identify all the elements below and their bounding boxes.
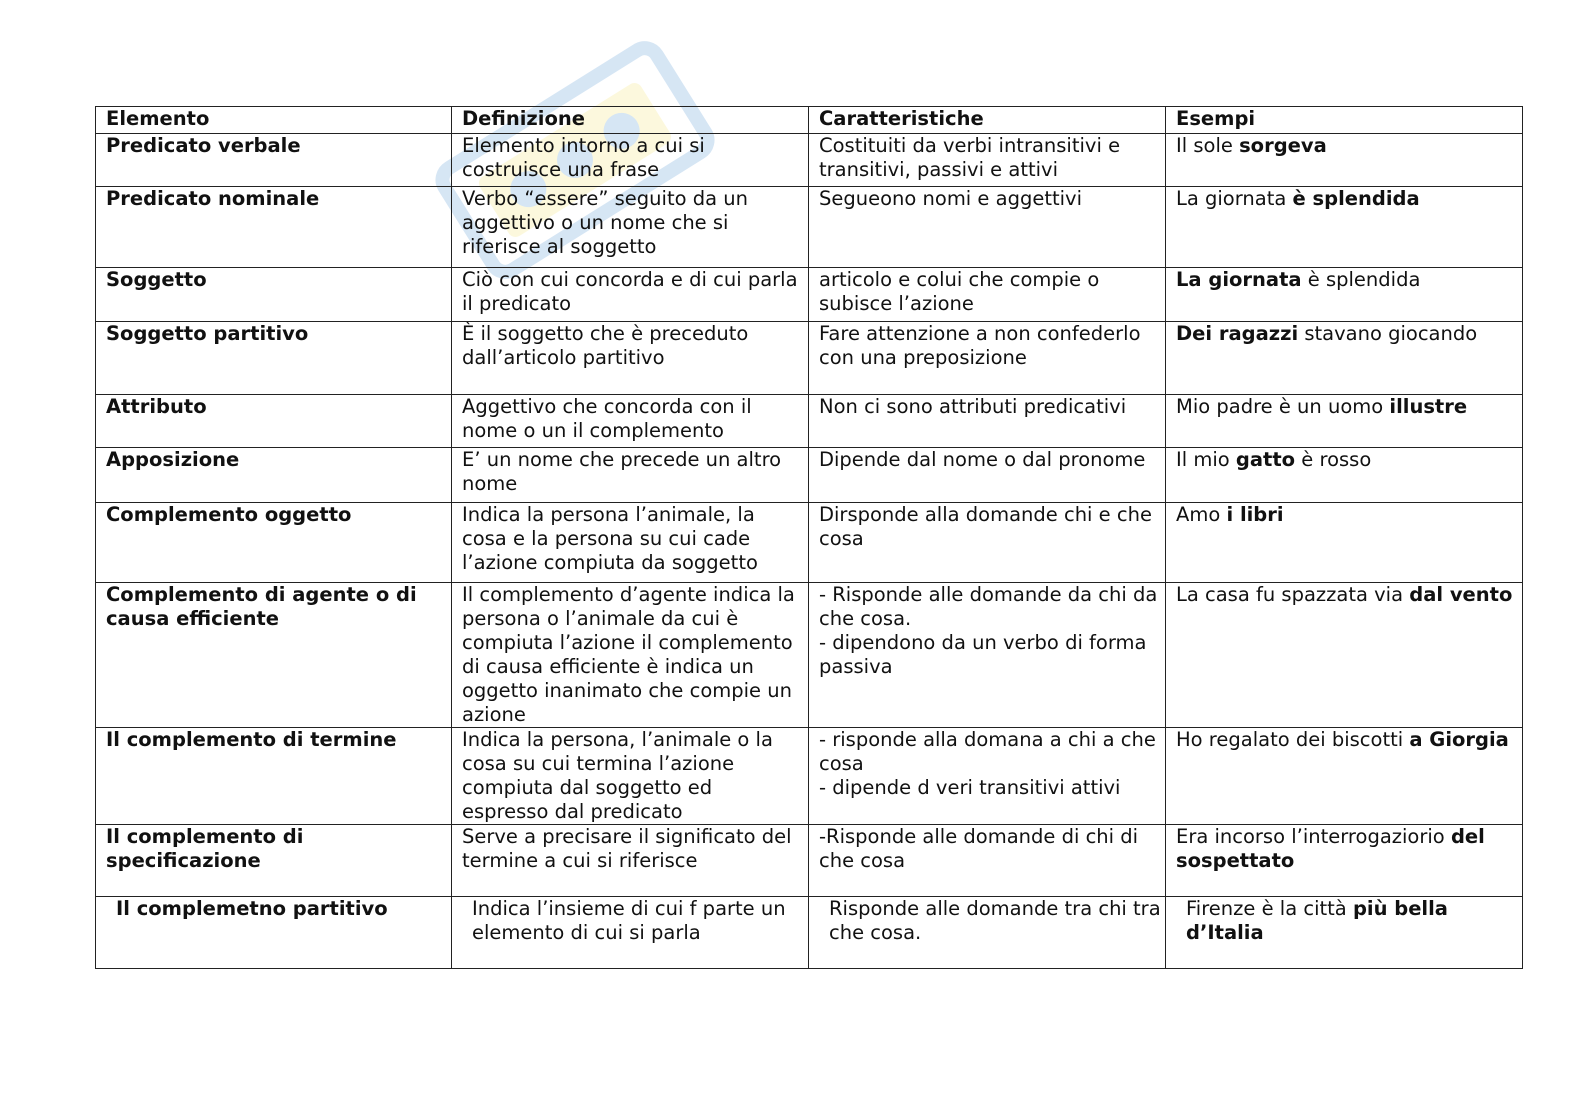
cell-caratteristiche: - Risponde alle domande da chi da che cosa. - dipendono da un verbo di forma passiva	[809, 583, 1166, 728]
example-highlight: a Giorgia	[1409, 728, 1509, 751]
cell-esempio	[1166, 395, 1523, 448]
example-text: Il sole	[1176, 134, 1240, 157]
cell-esempio	[1166, 187, 1523, 268]
cell-definizione: Indica la persona, l’animale o la cosa su cui termina l’azione compiuta dal soggetto ed espresso dal predicato	[452, 728, 809, 825]
cell-caratteristiche: Fare attenzione a non confederlo con una preposizione	[809, 322, 1166, 395]
cell-elemento: Attributo	[96, 395, 452, 448]
example-highlight: i libri	[1226, 503, 1284, 526]
example-text: Ho regalato dei biscotti	[1176, 728, 1410, 751]
cell-definizione: Il complemento d’agente indica la persona o l’animale da cui è compiuta l’azione il complemento di causa efficiente è indica un oggetto inanimato che compie un azione	[452, 583, 809, 728]
table-row	[96, 134, 1523, 187]
cell-elemento: Il complemento di specificazione	[96, 825, 452, 897]
example-highlight: gatto	[1235, 448, 1296, 471]
cell-definizione: Elemento intorno a cui si costruisce una frase	[452, 134, 809, 187]
cell-definizione: Verbo “essere” seguito da un aggettivo o un nome che si riferisce al soggetto	[452, 187, 809, 268]
cell-elemento: Il complemento di termine	[96, 728, 452, 825]
cell-caratteristiche: Dipende dal nome o dal pronome	[809, 448, 1166, 503]
cell-esempio	[1166, 897, 1523, 969]
cell-definizione: Indica l’insieme di cui f parte un elemento di cui si parla	[452, 897, 809, 969]
table-row	[96, 583, 1523, 728]
table-row	[96, 187, 1523, 268]
cell-elemento: Predicato nominale	[96, 187, 452, 268]
cell-esempio	[1166, 268, 1523, 322]
cell-definizione: È il soggetto che è preceduto dall’articolo partitivo	[452, 322, 809, 395]
table-row	[96, 448, 1523, 503]
cell-caratteristiche: articolo e colui che compie o subisce l’azione	[809, 268, 1166, 322]
example-text: Il mio	[1176, 448, 1236, 471]
example-text: La giornata	[1176, 187, 1293, 210]
table-row	[96, 897, 1523, 969]
cell-caratteristiche: Risponde alle domande tra chi tra che cosa.	[809, 897, 1166, 969]
table-row	[96, 395, 1523, 448]
cell-definizione: Indica la persona l’animale, la cosa e la persona su cui cade l’azione compiuta da soggetto	[452, 503, 809, 583]
cell-definizione: Aggettivo che concorda con il nome o un il complemento	[452, 395, 809, 448]
example-text: Amo	[1176, 503, 1227, 526]
cell-caratteristiche: -Risponde alle domande di chi di che cosa	[809, 825, 1166, 897]
cell-caratteristiche: Non ci sono attributi predicativi	[809, 395, 1166, 448]
table-row	[96, 322, 1523, 395]
table-header-row	[96, 107, 1523, 134]
cell-caratteristiche: Segueono nomi e aggettivi	[809, 187, 1166, 268]
cell-esempio	[1166, 825, 1523, 897]
grammar-table	[95, 106, 1523, 969]
cell-elemento: Il complemetno partitivo	[96, 897, 452, 969]
cell-definizione: Serve a precisare il significato del termine a cui si riferisce	[452, 825, 809, 897]
example-highlight: dal vento	[1409, 583, 1513, 606]
cell-esempio	[1166, 134, 1523, 187]
cell-elemento: Complemento di agente o di causa efficiente	[96, 583, 452, 728]
cell-caratteristiche: Costituiti da verbi intransitivi e transitivi, passivi e attivi	[809, 134, 1166, 187]
cell-esempio	[1166, 583, 1523, 728]
example-text: Mio padre è un uomo	[1176, 395, 1390, 418]
table-row	[96, 728, 1523, 825]
example-highlight: illustre	[1389, 395, 1468, 418]
example-highlight: del sospettato	[1176, 825, 1485, 872]
example-text: Firenze è la città	[1186, 897, 1353, 920]
table-row	[96, 503, 1523, 583]
cell-esempio	[1166, 503, 1523, 583]
header-definizione: Definizione	[452, 107, 809, 134]
example-text: è splendida	[1301, 268, 1421, 291]
example-text: Era incorso l’interrogaziorio	[1176, 825, 1451, 848]
cell-elemento: Soggetto	[96, 268, 452, 322]
cell-elemento: Complemento oggetto	[96, 503, 452, 583]
cell-caratteristiche: - risponde alla domana a chi a che cosa - dipende d veri transitivi attivi	[809, 728, 1166, 825]
cell-elemento: Soggetto partitivo	[96, 322, 452, 395]
cell-esempio	[1166, 728, 1523, 825]
cell-definizione: E’ un nome che precede un altro nome	[452, 448, 809, 503]
cell-elemento: Predicato verbale	[96, 134, 452, 187]
example-highlight: sorgeva	[1239, 134, 1327, 157]
cell-definizione: Ciò con cui concorda e di cui parla il predicato	[452, 268, 809, 322]
header-elemento: Elemento	[96, 107, 452, 134]
table-row	[96, 268, 1523, 322]
example-highlight: Dei ragazzi	[1176, 322, 1299, 345]
example-highlight: La giornata	[1176, 268, 1302, 291]
cell-elemento: Apposizione	[96, 448, 452, 503]
cell-caratteristiche: Dirsponde alla domande chi e che cosa	[809, 503, 1166, 583]
example-text: La casa fu spazzata via	[1176, 583, 1410, 606]
example-text: stavano giocando	[1298, 322, 1478, 345]
example-text: è rosso	[1295, 448, 1372, 471]
example-highlight: più bella d’Italia	[1186, 897, 1448, 944]
cell-esempio	[1166, 322, 1523, 395]
cell-esempio	[1166, 448, 1523, 503]
header-caratteristiche: Caratteristiche	[809, 107, 1166, 134]
example-highlight: è splendida	[1292, 187, 1420, 210]
header-esempi: Esempi	[1166, 107, 1523, 134]
table-row	[96, 825, 1523, 897]
